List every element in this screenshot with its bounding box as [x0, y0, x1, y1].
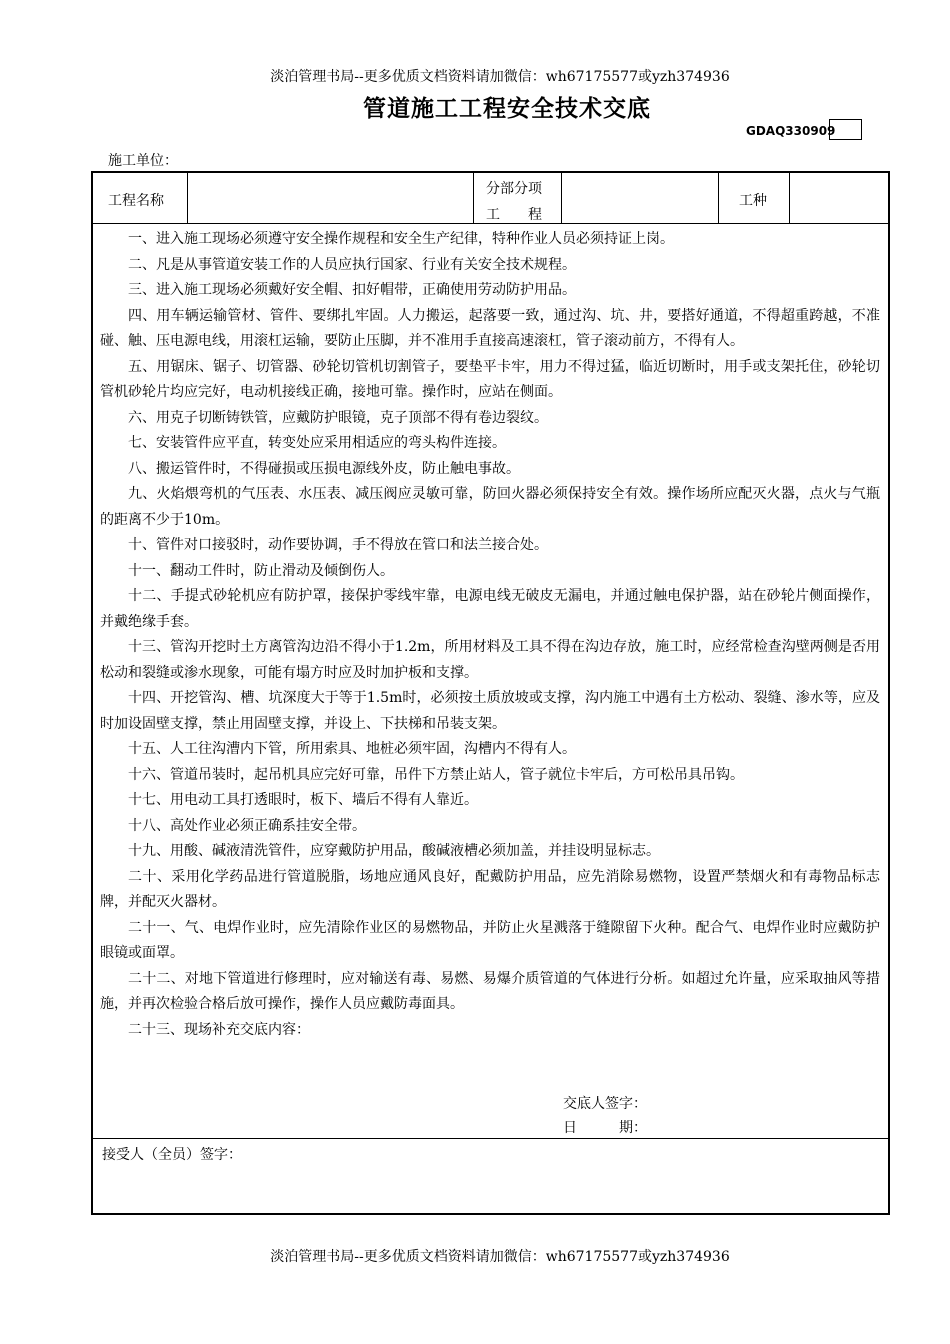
safety-item: 二、凡是从事管道安装工作的人员应执行国家、行业有关安全技术规程。 — [128, 256, 576, 273]
document-code: GDAQ330909 — [746, 124, 836, 138]
signer-signature-field[interactable] — [655, 1090, 875, 1112]
safety-item: 一、进入施工现场必须遵守安全操作规程和安全生产纪律，特种作业人员必须持证上岗。 — [128, 231, 674, 247]
safety-item: 三、进入施工现场必须戴好安全帽、扣好帽带，正确使用劳动防护用品。 — [128, 282, 576, 298]
code-suffix-box[interactable] — [829, 119, 862, 140]
receiver-label: 接受人（全员）签字： — [102, 1147, 242, 1163]
safety-item: 十五、人工往沟漕内下管，所用索具、地桩必须牢固，沟槽内不得有人。 — [128, 741, 576, 757]
project-name-field[interactable] — [188, 173, 472, 222]
safety-items-list — [100, 227, 880, 1043]
safety-item: 二十三、现场补充交底内容： — [128, 1021, 310, 1038]
safety-item: 二十、采用化学药品进行管道脱脂，场地应通风良好，配戴防护用品，应先消除易燃物，设置严禁烟火和有毒物品标志牌，并配灭火器材。 — [100, 868, 880, 910]
work-type-field[interactable] — [790, 173, 888, 222]
safety-item: 九、火焰煨弯机的气压表、水压表、减压阀应灵敏可靠，防回火器必须保持安全有效。操作场所应配灭火器，点火与气瓶的距离不少于10m。 — [100, 486, 880, 528]
safety-item: 十八、高处作业必须正确系挂安全带。 — [128, 817, 366, 834]
date-field[interactable] — [655, 1114, 875, 1136]
work-type-label: 工种 — [739, 193, 767, 209]
col-divider-2 — [473, 171, 474, 224]
safety-item: 十七、用电动工具打透眼时，板下、墙后不得有人靠近。 — [128, 792, 478, 808]
sub-project-label-line1: 分部分项 — [486, 181, 542, 197]
project-name-label: 工程名称 — [108, 193, 164, 209]
signer-label: 交底人签字： — [563, 1096, 647, 1112]
safety-item: 六、用克子切断铸铁管，应戴防护眼镜，克子顶部不得有卷边裂纹。 — [128, 409, 548, 426]
page-title: 管道施工工程安全技术交底 — [363, 96, 651, 122]
sub-project-field[interactable] — [562, 173, 717, 222]
receiver-signature-field[interactable] — [93, 1168, 888, 1212]
safety-item: 十四、开挖管沟、槽、坑深度大于等于1.5m时，必须按土质放坡或支撑，沟内施工中遇有土方松动、裂缝、渗水等，应及时加设固壁支撑，禁止用固壁支撑，并设上、下扶梯和吊装支架。 — [100, 690, 880, 732]
header-watermark-note: 淡泊管理书局--更多优质文档资料请加微信：wh67175577或yzh374936 — [270, 69, 730, 85]
safety-item: 十六、管道吊装时，起吊机具应完好可靠，吊件下方禁止站人，管子就位卡牢后，方可松吊具吊钩。 — [128, 766, 744, 783]
col-divider-4 — [718, 171, 719, 224]
safety-item: 二十二、对地下管道进行修理时，应对输送有毒、易燃、易爆介质管道的气体进行分析。如超过允许量，应采取抽风等措施，并再次检验合格后放可操作，操作人员应戴防毒面具。 — [100, 970, 880, 1012]
safety-item: 二十一、气、电焊作业时，应先清除作业区的易燃物品，并防止火星溅落于缝隙留下火种。配合气、电焊作业时应戴防护眼镜或面罩。 — [100, 919, 880, 961]
safety-item: 十二、手提式砂轮机应有防护罩，接保护零线牢靠，电源电线无破皮无漏电，并通过触电保护器，站在砂轮片侧面操作，并戴绝缘手套。 — [100, 588, 880, 630]
safety-item: 八、搬运管件时，不得碰损或压损电源线外皮，防止触电事故。 — [128, 460, 520, 477]
safety-item: 五、用锯床、锯子、切管器、砂轮切管机切割管子，要垫平卡牢，用力不得过猛，临近切断时，用手或支架托住，砂轮切管机砂轮片均应完好，电动机接线正确，接地可靠。操作时，应站在侧面。 — [100, 358, 880, 400]
footer-watermark-note: 淡泊管理书局--更多优质文档资料请加微信：wh67175577或yzh374936 — [270, 1249, 730, 1265]
sub-project-label-line2: 工 程 — [486, 207, 542, 223]
safety-item: 十九、用酸、碱液清洗管件，应穿戴防护用品，酸碱液槽必须加盖，并挂设明显标志。 — [128, 843, 660, 859]
safety-item: 十、管件对口接驳时，动作要协调，手不得放在管口和法兰接合处。 — [128, 537, 548, 553]
safety-item: 四、用车辆运输管材、管件、要绑扎牢固。人力搬运，起落要一致，通过沟、坑、井，要搭好通道，不得超重跨越，不准碰、触、压电源电线，用滚杠运输，要防止压脚，并不准用手直接高速滚杠，管子滚动前方，不得有人。 — [100, 307, 880, 349]
receiver-row-divider — [91, 1138, 890, 1139]
construction-unit-label: 施工单位： — [108, 153, 178, 169]
safety-item: 七、安装管件应平直，转变处应采用相适应的弯头构件连接。 — [128, 435, 506, 451]
safety-item: 十一、翻动工件时，防止滑动及倾倒伤人。 — [128, 562, 394, 579]
date-label: 日 期： — [563, 1120, 647, 1136]
safety-item: 十三、管沟开挖时土方离管沟边沿不得小于1.2m，所用材料及工具不得在沟边存放，施工时，应经常检查沟壁两侧是否用松动和裂缝或渗水现象，可能有塌方时应及时加护板和支撑。 — [100, 639, 880, 681]
